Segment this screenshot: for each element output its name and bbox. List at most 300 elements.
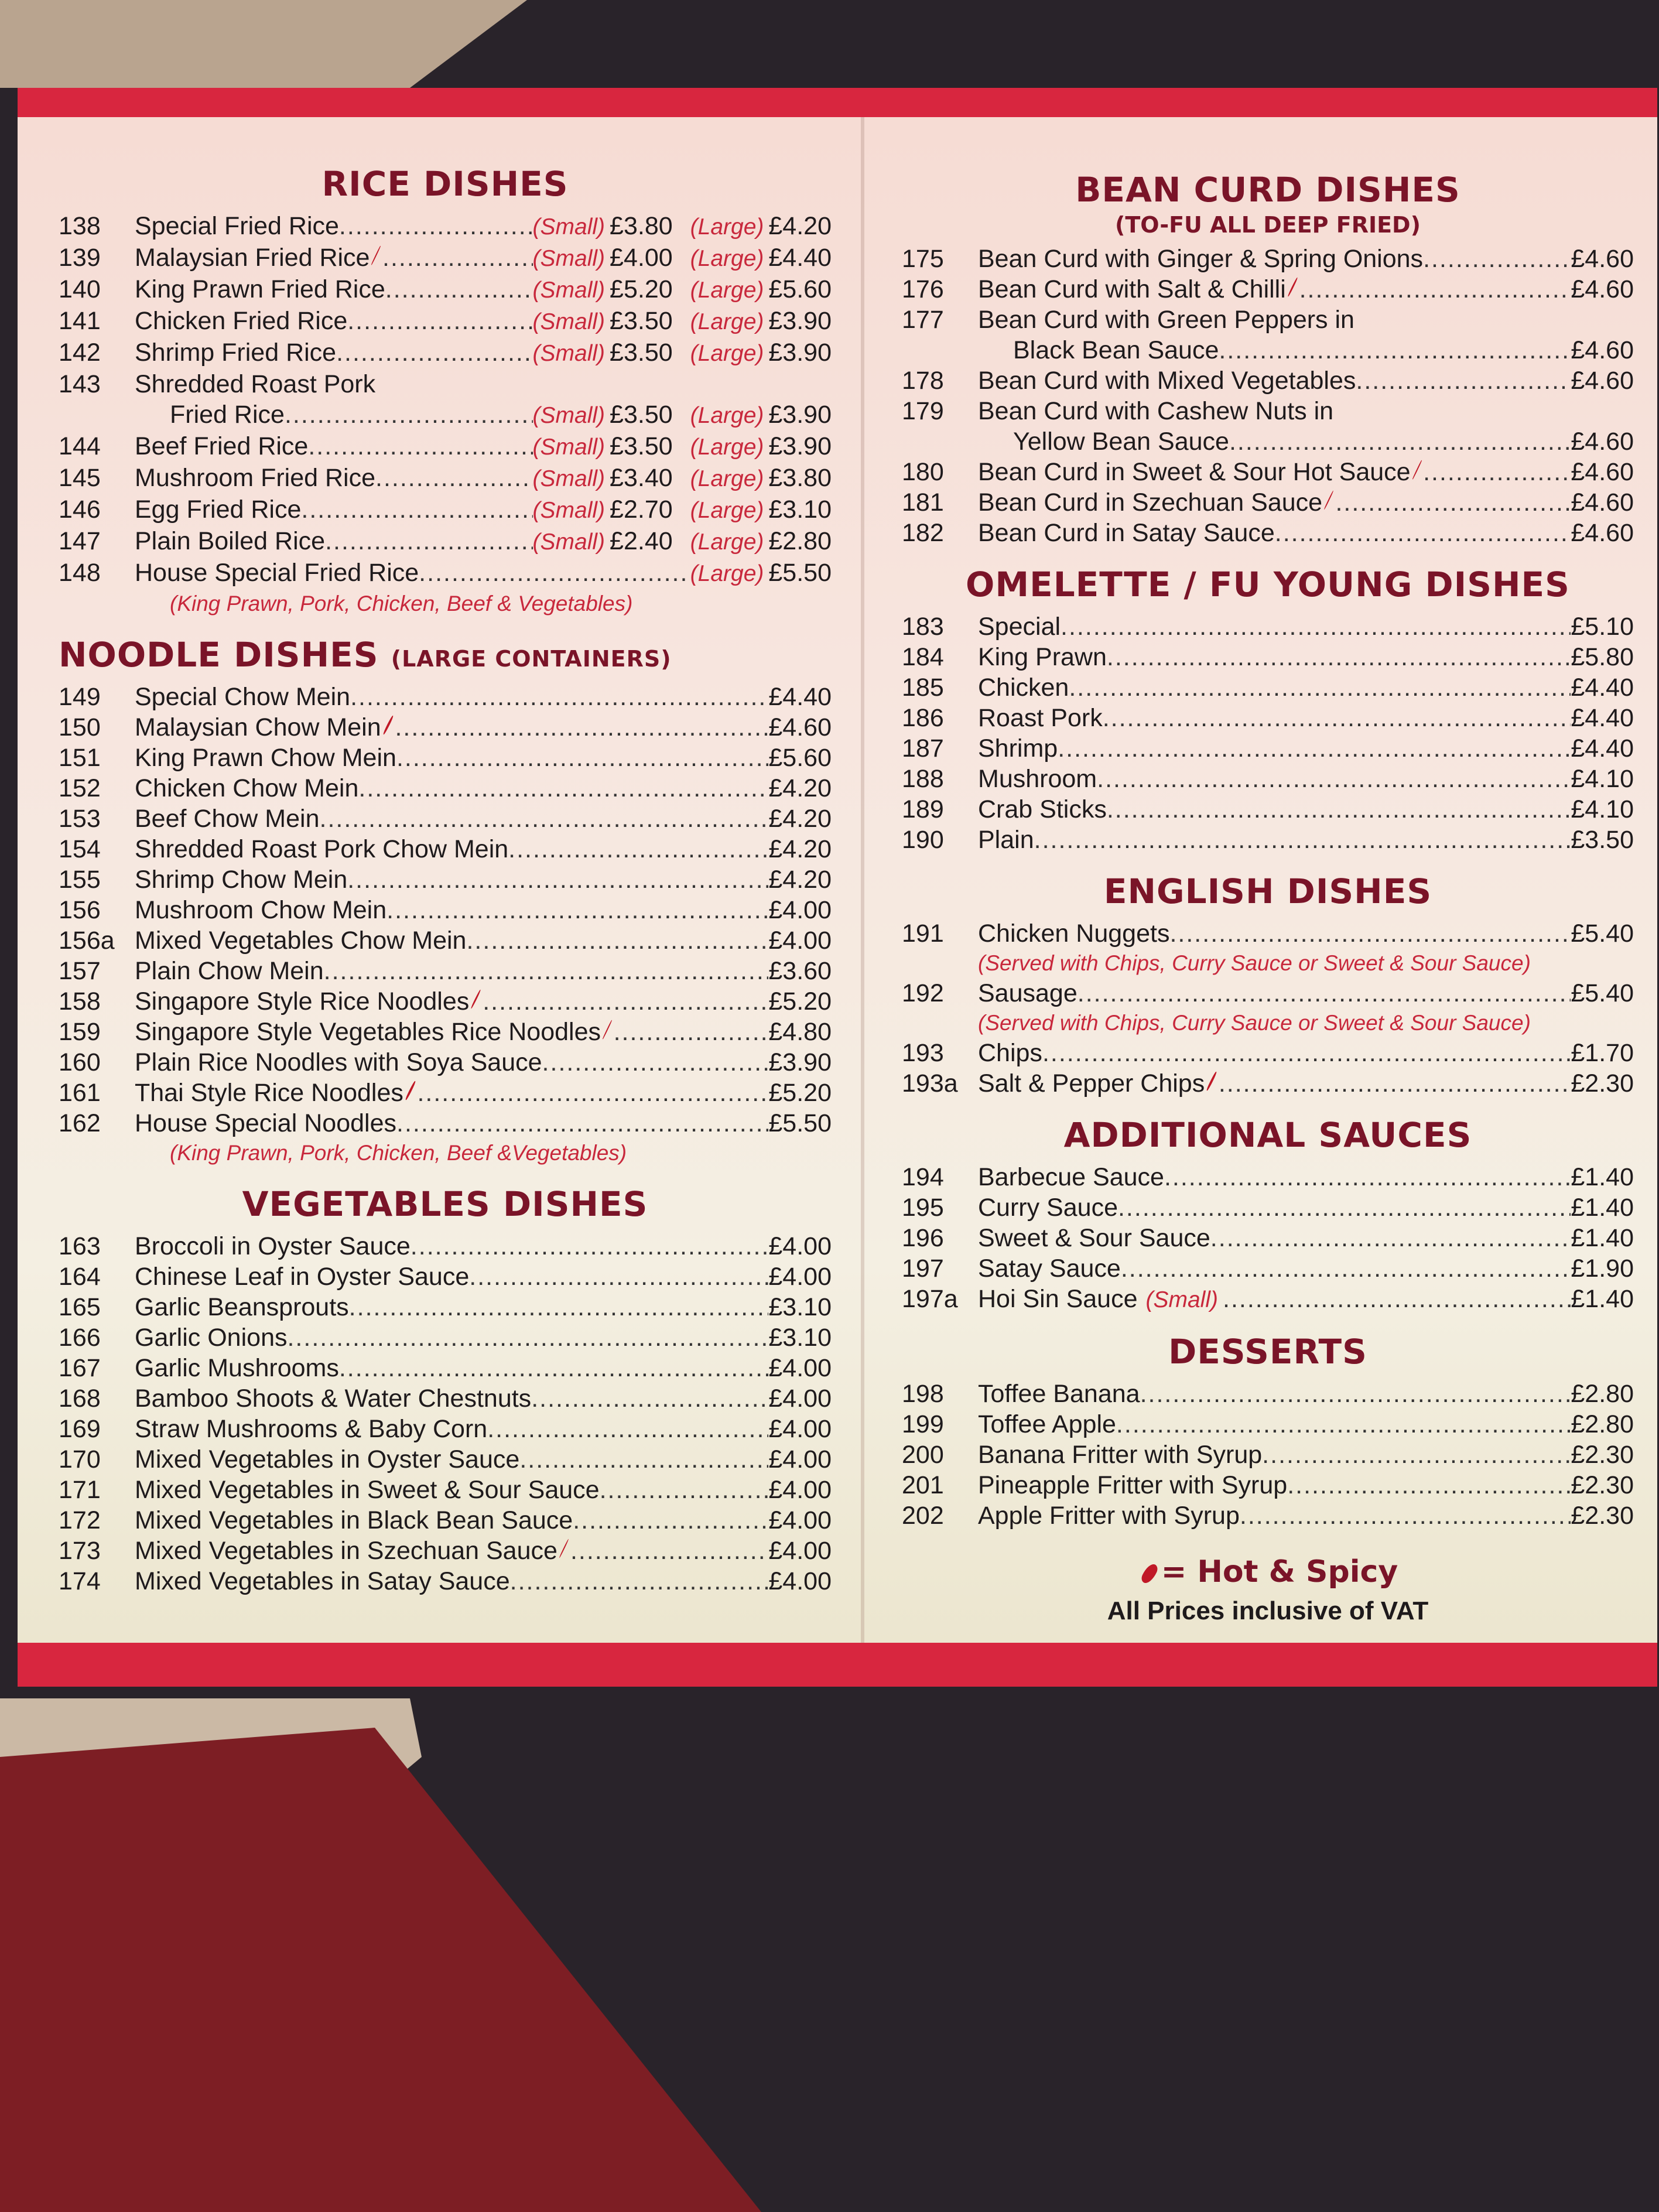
dot-leader xyxy=(350,682,768,712)
item-name: House Special Fried Rice xyxy=(135,559,419,587)
item-price: £4.00 xyxy=(768,1415,832,1443)
item-price: £4.00 xyxy=(768,1384,832,1413)
noodle-note: (King Prawn, Pork, Chicken, Beef &Vegetables) xyxy=(170,1141,627,1165)
item-price: £1.40 xyxy=(1571,1224,1634,1252)
menu-leaflet xyxy=(18,88,1657,1687)
chilli-icon xyxy=(602,1020,612,1039)
omelette-section xyxy=(902,565,1634,855)
menu-item-row xyxy=(902,825,1634,855)
item-price: £2.80 xyxy=(1571,1380,1634,1408)
menu-item-row xyxy=(59,1231,832,1261)
dot-leader xyxy=(336,337,532,368)
item-name: Banana Fritter with Syrup xyxy=(978,1441,1263,1469)
menu-item-row xyxy=(902,1038,1634,1068)
menu-item-row xyxy=(59,526,832,558)
item-price: £1.40 xyxy=(1571,1163,1634,1191)
desserts-list xyxy=(902,1379,1634,1531)
menu-item-row xyxy=(59,242,832,274)
menu-item-row xyxy=(902,764,1634,794)
item-price: £3.60 xyxy=(768,957,832,985)
large-price-group xyxy=(690,399,832,431)
menu-item-row xyxy=(902,918,1634,949)
item-number: 169 xyxy=(59,1415,101,1443)
item-number: 171 xyxy=(59,1476,101,1504)
item-number: 199 xyxy=(902,1410,944,1438)
item-price: £4.10 xyxy=(1571,795,1634,823)
item-name: Hoi Sin Sauce xyxy=(978,1285,1138,1313)
item-number: 196 xyxy=(902,1224,944,1252)
dot-leader xyxy=(1121,1253,1571,1284)
item-number: 141 xyxy=(59,307,101,335)
dot-leader xyxy=(396,743,768,773)
item-name: Toffee Banana xyxy=(978,1380,1140,1408)
item-number: 175 xyxy=(902,245,944,273)
item-number: 142 xyxy=(59,339,101,367)
item-name: Shrimp xyxy=(978,734,1058,763)
item-number: 183 xyxy=(902,613,944,641)
dot-leader xyxy=(508,834,768,864)
item-number: 157 xyxy=(59,957,101,985)
menu-item-row xyxy=(902,396,1634,426)
sauces-section xyxy=(902,1115,1634,1315)
menu-item-row xyxy=(902,1470,1634,1500)
dot-leader xyxy=(1275,518,1571,548)
item-name: Curry Sauce xyxy=(978,1194,1118,1222)
dot-leader xyxy=(510,1566,769,1596)
sauces-heading: ADDITIONAL SAUCES xyxy=(1063,1115,1472,1155)
item-name: Beef Chow Mein xyxy=(135,805,320,833)
item-name: Crab Sticks xyxy=(978,795,1107,823)
dot-leader xyxy=(1299,274,1571,305)
item-price: £4.00 xyxy=(768,1232,832,1260)
dot-leader xyxy=(320,804,769,834)
item-price: £4.60 xyxy=(1571,336,1634,364)
chilli-icon xyxy=(1287,277,1298,297)
small-price: £3.80 xyxy=(610,212,673,240)
chilli-icon xyxy=(1140,1561,1159,1585)
menu-item-row xyxy=(902,365,1634,396)
large-price: £3.10 xyxy=(768,495,832,524)
dot-leader xyxy=(1042,1038,1571,1068)
dot-leader xyxy=(1335,487,1571,518)
item-number: 192 xyxy=(902,979,944,1007)
large-price-group xyxy=(690,431,832,463)
desserts-section xyxy=(902,1332,1634,1531)
item-number: 178 xyxy=(902,367,944,395)
item-number: 177 xyxy=(902,306,944,334)
item-number: 191 xyxy=(902,919,944,948)
dot-leader xyxy=(396,1108,768,1139)
menu-item-row xyxy=(902,611,1634,642)
item-name: Plain xyxy=(978,826,1034,854)
menu-item-row xyxy=(902,1409,1634,1440)
dot-leader xyxy=(339,1353,769,1383)
small-price-group xyxy=(533,463,673,494)
dot-leader xyxy=(1219,335,1571,365)
item-number: 179 xyxy=(902,397,944,425)
small-label: (Small) xyxy=(532,498,606,523)
small-price-group xyxy=(533,274,673,306)
item-number: 185 xyxy=(902,673,944,702)
item-name: Thai Style Rice Noodles xyxy=(135,1079,403,1107)
item-price: £4.40 xyxy=(1571,704,1634,732)
item-name: Bean Curd with Green Peppers in xyxy=(978,306,1354,334)
dot-leader xyxy=(1140,1379,1571,1409)
menu-item-row xyxy=(59,369,832,399)
menu-item-row xyxy=(59,1536,832,1566)
large-label: (Large) xyxy=(690,561,764,586)
item-number: 138 xyxy=(59,212,101,240)
menu-item-row xyxy=(59,864,832,895)
item-price: £4.60 xyxy=(1571,245,1634,273)
item-name: Singapore Style Rice Noodles xyxy=(135,987,470,1016)
item-name: Special xyxy=(978,613,1061,641)
menu-item-row xyxy=(902,1379,1634,1409)
dot-leader xyxy=(419,558,690,588)
menu-item-row xyxy=(902,518,1634,548)
chilli-icon xyxy=(382,715,394,735)
menu-item-row xyxy=(59,1108,832,1139)
item-tag: (Small) xyxy=(1145,1287,1218,1312)
item-price: £2.30 xyxy=(1571,1069,1634,1098)
item-price: £5.10 xyxy=(1571,613,1634,641)
item-name: Plain Chow Mein xyxy=(135,957,324,985)
vegetables-heading: VEGETABLES DISHES xyxy=(242,1184,648,1224)
menu-item-row xyxy=(902,1500,1634,1531)
item-number: 154 xyxy=(59,835,101,863)
dot-leader xyxy=(1262,1440,1571,1470)
item-name: Roast Pork xyxy=(978,704,1103,732)
dot-leader xyxy=(301,494,532,525)
item-price: £4.40 xyxy=(1571,734,1634,763)
small-price-group xyxy=(533,337,673,369)
menu-item-row xyxy=(902,1284,1634,1315)
omelette-list xyxy=(902,611,1634,855)
item-name: Shredded Roast Pork xyxy=(135,370,376,398)
small-price: £3.40 xyxy=(610,464,673,492)
item-price: £3.90 xyxy=(768,1048,832,1076)
bean-curd-subtitle: (TO-FU ALL DEEP FRIED) xyxy=(1115,212,1421,238)
item-name: House Special Noodles xyxy=(135,1109,396,1137)
small-label: (Small) xyxy=(532,246,606,271)
item-price: £4.40 xyxy=(1571,673,1634,702)
item-number: 148 xyxy=(59,559,101,587)
menu-item-row xyxy=(59,1475,832,1505)
item-number: 156 xyxy=(59,896,101,924)
small-price: £3.50 xyxy=(610,307,673,335)
item-name: Bean Curd with Salt & Chilli xyxy=(978,275,1286,303)
item-number: 155 xyxy=(59,866,101,894)
item-price: £4.20 xyxy=(768,866,832,894)
item-number: 193 xyxy=(902,1039,944,1067)
item-number: 201 xyxy=(902,1471,944,1499)
item-price: £4.20 xyxy=(768,805,832,833)
dot-leader xyxy=(1164,1162,1571,1192)
item-name: Shrimp Chow Mein xyxy=(135,866,348,894)
item-number: 180 xyxy=(902,458,944,486)
item-name: Mushroom Fried Rice xyxy=(135,464,375,492)
dot-leader xyxy=(347,864,768,895)
menu-item-row xyxy=(59,895,832,925)
large-price-group xyxy=(690,526,832,558)
menu-item-row xyxy=(902,1440,1634,1470)
menu-item-row xyxy=(59,743,832,773)
large-price-group xyxy=(690,463,832,494)
large-price: £4.40 xyxy=(768,244,832,272)
item-name: Plain Rice Noodles with Soya Sauce xyxy=(135,1048,542,1076)
item-number: 176 xyxy=(902,275,944,303)
dot-leader xyxy=(1423,244,1571,274)
dot-leader xyxy=(1116,1409,1571,1440)
item-number: 173 xyxy=(59,1537,101,1565)
large-price: £3.90 xyxy=(768,339,832,367)
item-number: 161 xyxy=(59,1079,101,1107)
large-label: (Large) xyxy=(690,246,764,271)
menu-item-row xyxy=(902,244,1634,274)
item-price: £4.00 xyxy=(768,1506,832,1534)
dot-leader xyxy=(285,399,533,430)
item-name: Broccoli in Oyster Sauce xyxy=(135,1232,411,1260)
chilli-icon xyxy=(1324,490,1334,510)
menu-item-row xyxy=(902,794,1634,825)
item-name: Bean Curd with Mixed Vegetables xyxy=(978,367,1356,395)
chilli-icon xyxy=(471,989,481,1009)
menu-item-row xyxy=(59,1566,832,1596)
item-name: Barbecue Sauce xyxy=(978,1163,1164,1191)
item-name: Chinese Leaf in Oyster Sauce xyxy=(135,1263,470,1291)
item-number: 164 xyxy=(59,1263,101,1291)
dot-leader xyxy=(382,242,533,273)
item-name: King Prawn xyxy=(978,643,1107,671)
legend-vat: All Prices inclusive of VAT xyxy=(1107,1596,1429,1625)
menu-item-row xyxy=(902,703,1634,733)
large-price-group xyxy=(690,558,832,589)
dot-leader xyxy=(1097,764,1571,794)
item-name: Special Fried Rice xyxy=(135,212,339,240)
menu-item-row xyxy=(59,1017,832,1047)
item-price: £1.40 xyxy=(1571,1285,1634,1313)
sauces-list xyxy=(902,1162,1634,1315)
item-number: 188 xyxy=(902,765,944,793)
item-number: 194 xyxy=(902,1163,944,1191)
small-price: £3.50 xyxy=(610,401,673,429)
dot-leader xyxy=(287,1322,768,1353)
dot-leader xyxy=(1229,426,1571,457)
dot-leader xyxy=(1169,918,1571,949)
menu-item-row xyxy=(59,1322,832,1353)
item-name: Malaysian Chow Mein xyxy=(135,713,381,741)
item-name: Shrimp Fried Rice xyxy=(135,339,337,367)
menu-item-row-continued xyxy=(902,335,1634,365)
legend xyxy=(902,1554,1634,1626)
large-price: £3.90 xyxy=(768,401,832,429)
dot-leader xyxy=(1240,1500,1571,1531)
dot-leader xyxy=(573,1505,768,1536)
menu-item-row xyxy=(59,773,832,804)
chilli-icon xyxy=(405,1081,415,1100)
item-number: 146 xyxy=(59,495,101,524)
item-note: (Served with Chips, Curry Sauce or Sweet & Sour Sauce) xyxy=(978,1011,1531,1035)
item-name: Straw Mushrooms & Baby Corn xyxy=(135,1415,488,1443)
dot-leader xyxy=(1107,642,1571,672)
large-label: (Large) xyxy=(690,309,764,334)
noodle-section xyxy=(59,635,832,1168)
noodle-title-sub: (LARGE CONTAINERS) xyxy=(391,646,672,672)
menu-item-row xyxy=(59,834,832,864)
rice-note: (King Prawn, Pork, Chicken, Beef & Vegetables) xyxy=(170,592,633,616)
item-price: £4.60 xyxy=(1571,367,1634,395)
item-price: £1.70 xyxy=(1571,1039,1634,1067)
item-name: Egg Fried Rice xyxy=(135,495,302,524)
menu-item-row xyxy=(902,672,1634,703)
large-label: (Large) xyxy=(690,529,764,555)
small-price-group xyxy=(533,431,673,463)
menu-item-row xyxy=(59,211,832,242)
item-name: Bean Curd with Ginger & Spring Onions xyxy=(978,245,1424,273)
menu-item-row xyxy=(59,925,832,956)
menu-item-row xyxy=(59,494,832,526)
dot-leader xyxy=(1061,611,1571,642)
dot-leader xyxy=(600,1475,769,1505)
item-price: £5.80 xyxy=(1571,643,1634,671)
large-price-group xyxy=(690,337,832,369)
item-name: Chicken Nuggets xyxy=(978,919,1170,948)
item-price: £5.20 xyxy=(768,987,832,1016)
item-number: 156a xyxy=(59,926,115,955)
item-price: £5.20 xyxy=(768,1079,832,1107)
item-price: £5.40 xyxy=(1571,979,1634,1007)
menu-item-row xyxy=(902,305,1634,335)
item-price: £4.20 xyxy=(768,835,832,863)
dot-leader xyxy=(1210,1223,1571,1253)
item-price: £4.00 xyxy=(768,926,832,955)
item-number: 200 xyxy=(902,1441,944,1469)
left-page xyxy=(59,117,832,1643)
dot-leader xyxy=(347,306,532,336)
item-price: £2.30 xyxy=(1571,1502,1634,1530)
item-name: Chicken Chow Mein xyxy=(135,774,359,802)
item-name: Toffee Apple xyxy=(978,1410,1116,1438)
bean-curd-section xyxy=(902,170,1634,548)
item-number: 195 xyxy=(902,1194,944,1222)
noodle-title: NOODLE DISHES xyxy=(59,635,379,675)
item-price: £2.30 xyxy=(1571,1441,1634,1469)
menu-item-row xyxy=(59,1047,832,1078)
menu-item-row xyxy=(59,463,832,494)
menu-item-row xyxy=(59,274,832,306)
item-name: Garlic Onions xyxy=(135,1324,288,1352)
item-number: 158 xyxy=(59,987,101,1016)
large-price-group xyxy=(690,242,832,274)
large-label: (Large) xyxy=(690,435,764,460)
dot-leader xyxy=(339,211,533,241)
vegetables-list xyxy=(59,1231,832,1596)
menu-item-row xyxy=(902,457,1634,487)
small-price: £5.20 xyxy=(610,275,673,303)
item-name: Pineapple Fritter with Syrup xyxy=(978,1471,1288,1499)
item-number: 167 xyxy=(59,1354,101,1382)
chilli-icon xyxy=(1206,1071,1217,1091)
large-label: (Large) xyxy=(690,403,764,428)
vegetables-section xyxy=(59,1184,832,1596)
item-name: King Prawn Fried Rice xyxy=(135,275,385,303)
item-number: 166 xyxy=(59,1324,101,1352)
small-label: (Small) xyxy=(532,466,606,491)
dot-leader xyxy=(1287,1470,1571,1500)
dot-leader xyxy=(358,773,768,804)
dot-leader xyxy=(395,712,768,743)
menu-item-row xyxy=(59,306,832,337)
menu-item-row-continued xyxy=(59,399,832,431)
item-price: £3.10 xyxy=(768,1293,832,1321)
large-price-group xyxy=(690,494,832,526)
item-name: Chicken xyxy=(978,673,1069,702)
menu-item-row xyxy=(902,487,1634,518)
item-price: £4.10 xyxy=(1571,765,1634,793)
item-price: £4.00 xyxy=(768,1263,832,1291)
rice-list xyxy=(59,211,832,589)
large-label: (Large) xyxy=(690,278,764,303)
item-number: 197a xyxy=(902,1285,958,1313)
large-label: (Large) xyxy=(690,466,764,491)
dot-leader xyxy=(1423,457,1571,487)
item-price: £4.00 xyxy=(768,1445,832,1473)
dot-leader xyxy=(324,956,769,986)
dot-leader xyxy=(487,1414,768,1444)
chilli-icon xyxy=(371,245,381,265)
small-price: £3.50 xyxy=(610,339,673,367)
item-name: Singapore Style Vegetables Rice Noodles xyxy=(135,1018,601,1046)
item-name: Malaysian Fried Rice xyxy=(135,244,370,272)
dot-leader xyxy=(349,1292,769,1322)
small-price: £2.40 xyxy=(610,527,673,555)
item-number: 184 xyxy=(902,643,944,671)
item-number: 163 xyxy=(59,1232,101,1260)
item-name: Apple Fritter with Syrup xyxy=(978,1502,1240,1530)
menu-item-row xyxy=(59,1353,832,1383)
large-price: £3.90 xyxy=(768,307,832,335)
small-price-group xyxy=(533,211,673,242)
legend-hot-text: = Hot & Spicy xyxy=(1161,1554,1398,1589)
item-price: £5.40 xyxy=(1571,919,1634,948)
item-name: Mushroom Chow Mein xyxy=(135,896,387,924)
item-price: £4.00 xyxy=(768,1354,832,1382)
dot-leader xyxy=(469,1261,768,1292)
dot-leader xyxy=(483,986,768,1017)
menu-item-row xyxy=(59,1505,832,1536)
item-number: 149 xyxy=(59,683,101,711)
dot-leader xyxy=(1058,733,1571,764)
item-name: King Prawn Chow Mein xyxy=(135,744,396,772)
large-price: £5.50 xyxy=(768,559,832,587)
dot-leader xyxy=(519,1444,768,1475)
menu-item-row xyxy=(59,1444,832,1475)
large-price: £3.90 xyxy=(768,432,832,460)
item-number: 162 xyxy=(59,1109,101,1137)
menu-item-row xyxy=(59,1078,832,1108)
small-price-group xyxy=(533,494,673,526)
menu-item-row xyxy=(902,733,1634,764)
small-label: (Small) xyxy=(532,309,606,334)
item-price: £3.50 xyxy=(1571,826,1634,854)
item-number: 172 xyxy=(59,1506,101,1534)
item-number: 159 xyxy=(59,1018,101,1046)
small-price: £2.70 xyxy=(610,495,673,524)
item-price: £4.60 xyxy=(1571,275,1634,303)
item-number: 189 xyxy=(902,795,944,823)
english-section xyxy=(902,871,1634,1099)
large-price-group xyxy=(690,306,832,337)
